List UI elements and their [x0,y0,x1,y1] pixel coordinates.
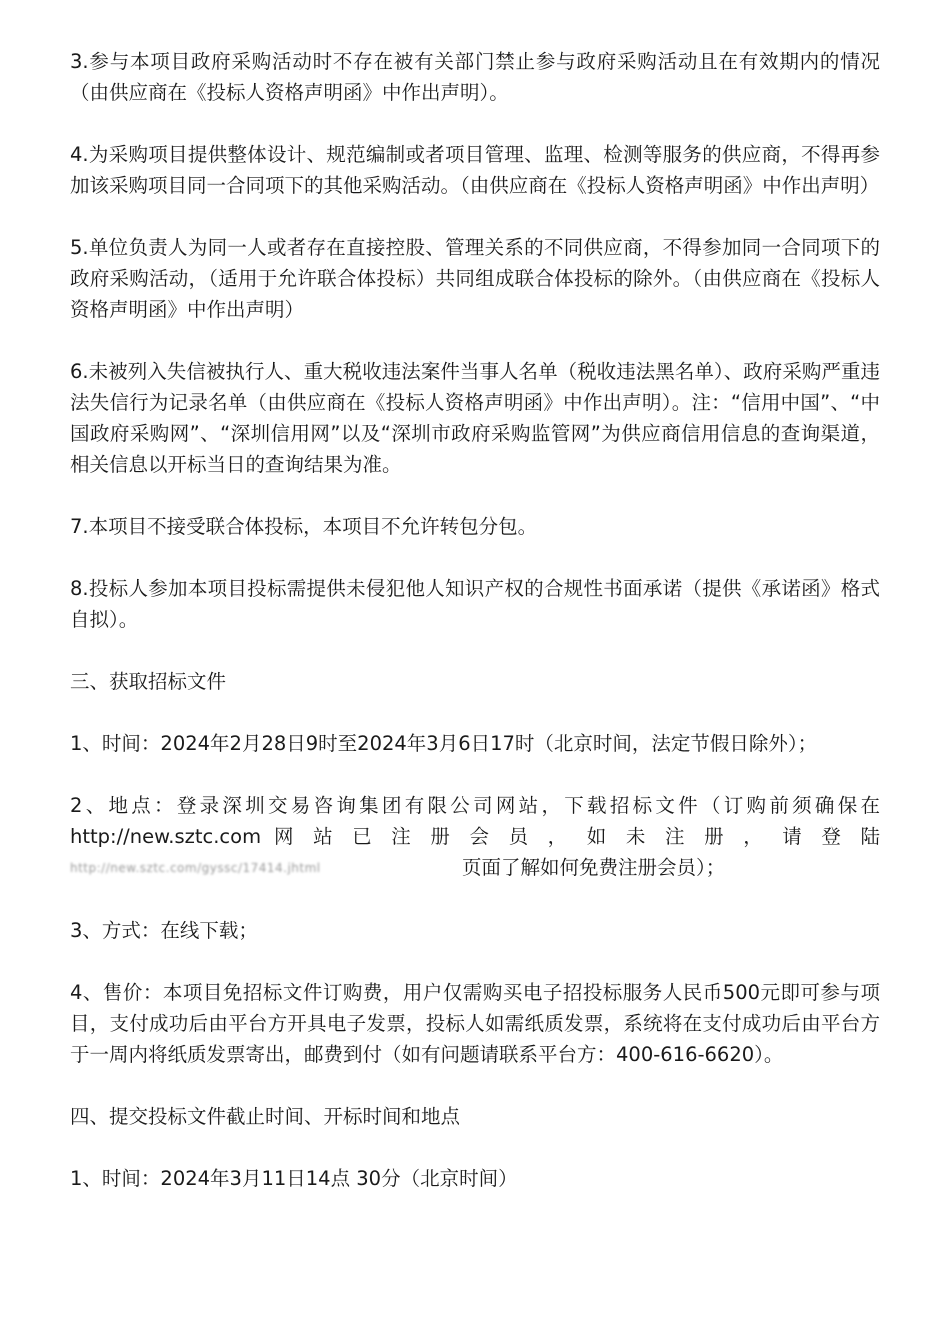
location-line-3 [70,852,880,884]
document-body [70,46,880,1225]
site-url-link[interactable]: http://new.sztc.com [70,825,262,848]
section-3-time: 1、时间：2024年2月28日9时至2024年3月6日17时（北京时间，法定节假日除外）； [70,732,818,755]
item-8: 8.投标人参加本项目投标需提供未侵犯他人知识产权的合规性书面承诺（提供《承诺函》格式自拟）。 [70,577,880,631]
section-4-title: 四、提交投标文件截止时间、开标时间和地点 [70,1105,461,1128]
registration-guide-url[interactable]: http://new.sztc.com/gyssc/17414.jhtml [70,861,321,875]
item-5: 5.单位负责人为同一人或者存在直接控股、管理关系的不同供应商，不得参加同一合同项下的政府采购活动，（适用于允许联合体投标）共同组成联合体投标的除外。（由供应商在《投标人资格声明函》中作出声明） [70,236,880,321]
item-7: 7.本项目不接受联合体投标，本项目不允许转包分包。 [70,515,538,538]
item-3: 3.参与本项目政府采购活动时不存在被有关部门禁止参与政府采购活动且在有效期内的情况（由供应商在《投标人资格声明函》中作出声明）。 [70,50,880,104]
item-4: 4.为采购项目提供整体设计、规范编制或者项目管理、监理、检测等服务的供应商，不得再参加该采购项目同一合同项下的其他采购活动。（由供应商在《投标人资格声明函》中作出声明） [70,143,880,197]
section-3-method: 3、方式：在线下载； [70,919,258,942]
section-3-location [70,790,880,884]
location-line-3-text: 页面了解如何免费注册会员）； [462,856,726,879]
location-line-1: 2、地点：登录深圳交易咨询集团有限公司网站，下载招标文件（订购前须确保在 [70,794,880,817]
item-6: 6.未被列入失信被执行人、重大税收违法案件当事人名单（税收违法黑名单）、政府采购严重违法失信行为记录名单（由供应商在《投标人资格声明函》中作出声明）。注：“信用中国”、“中国政府采购网”、“深圳信用网”以及“深圳市政府采购监管网”为供应商信用信息的查询渠道，相关信息以开标当日的查询结果为准。 [70,360,880,476]
location-line-2 [70,821,880,852]
section-4-time: 1、时间：2024年3月11日14点 30分（北京时间） [70,1167,518,1190]
section-3-title: 三、获取招标文件 [70,670,227,693]
location-line-2-text: 网 站 已 注 册 会 员 ， 如 未 注 册 ， 请 登 陆 [273,825,880,848]
section-3-price: 4、售价：本项目免招标文件订购费，用户仅需购买电子招投标服务人民币500元即可参与项目，支付成功后由平台方开具电子发票，投标人如需纸质发票，系统将在支付成功后由平台方于一周内将纸质发票寄出，邮费到付（如有问题请联系平台方：400-616-6620）。 [70,981,880,1066]
